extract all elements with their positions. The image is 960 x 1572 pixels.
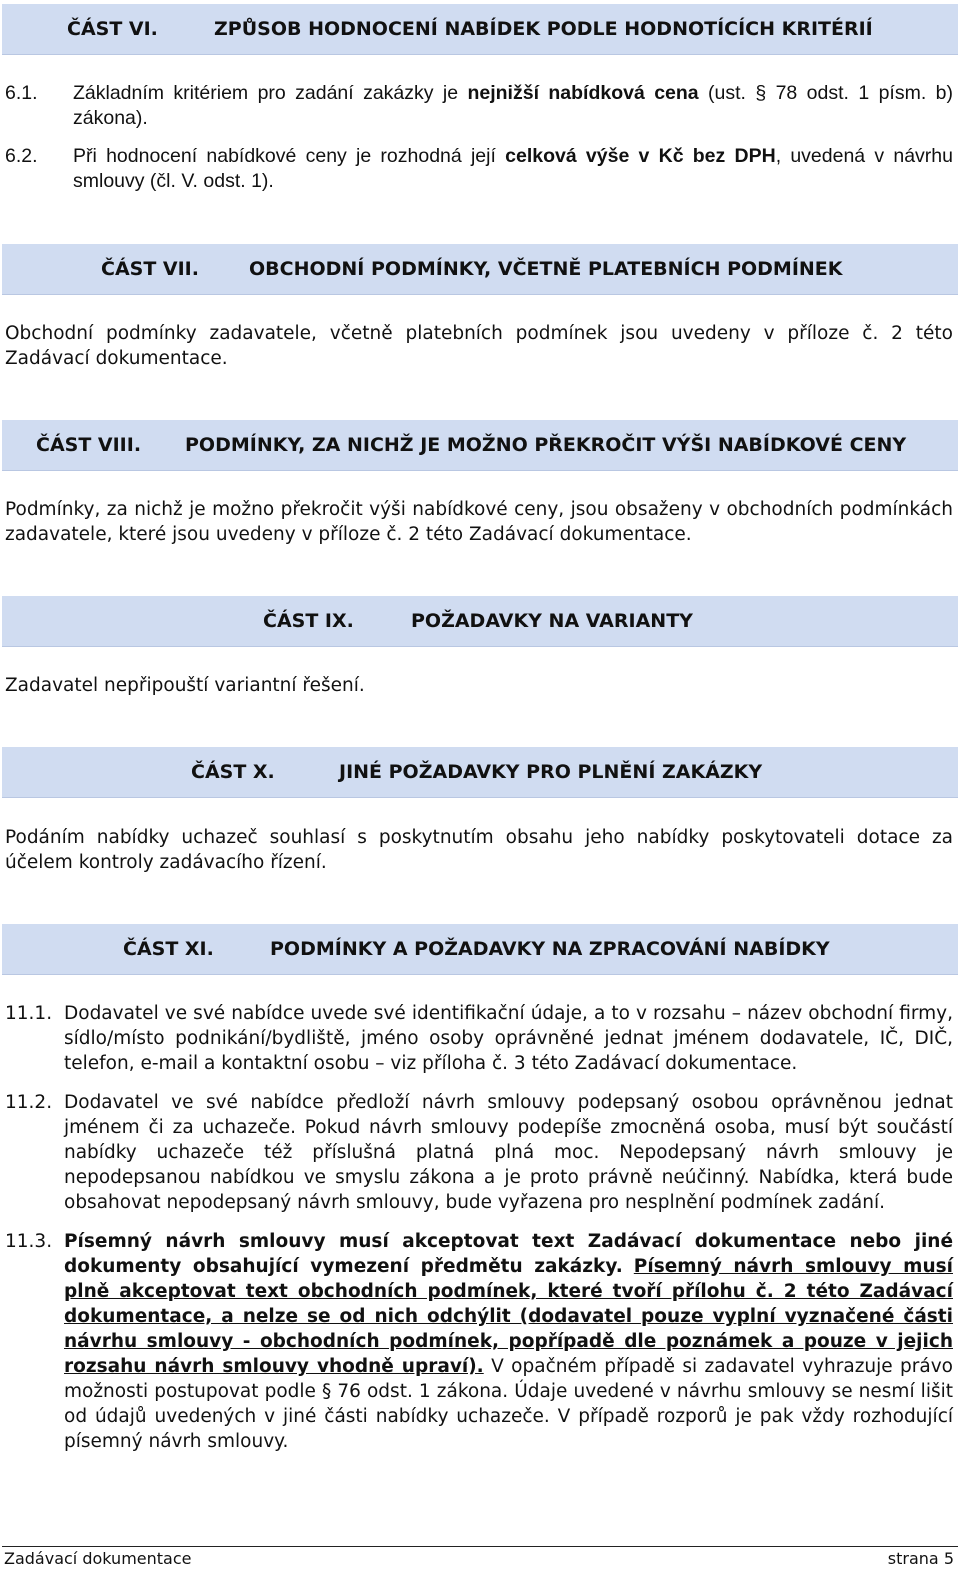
item-6-2-bold: celková výše v Kč bez DPH [505, 145, 776, 167]
section-10-number: ČÁST X. [191, 761, 275, 783]
footer-divider [2, 1546, 958, 1547]
item-6-2-text-a: Při hodnocení nabídkové ceny je rozhodná její [73, 145, 506, 167]
item-11-3-underlined: Písemný návrh smlouvy musí plně akceptovat text obchodních podmínek, které tvoří přílohu č. 2 této Zadávací dokumentace, a nelze se od nich odchýlit (dodavatel pouze vyplní vyznačené části návrhu smlouvy - obchodních podmínek, popřípadě dle poznámek a pouze v jejich rozsahu návrh smlouvy vhodně upraví). [64, 1256, 953, 1377]
section-9-paragraph: Zadavatel nepřipouští variantní řešení. [5, 675, 365, 696]
item-6-2-text-b: , uvedená v návrhu smlouvy (čl. V. odst. 1). [73, 145, 953, 192]
section-8-title: PODMÍNKY, ZA NICHŽ JE MOŽNO PŘEKROČIT VÝŠI NABÍDKOVÉ CENY [185, 434, 907, 456]
item-11-3-text [64, 1229, 953, 1454]
section-9-title: POŽADAVKY NA VARIANTY [411, 610, 693, 632]
item-11-1-number: 11.1. [5, 1003, 53, 1024]
item-11-2-text: Dodavatel ve své nabídce předloží návrh smlouvy podepsaný osobou oprávněnou jednat jménem či za uchazeče. Pokud návrh smlouvy podepíše zmocněná osoba, musí být součástí nabídky uchazeče též příslušná platná plná moc. Nepodepsaný návrh smlouvy je nepodepsanou nabídkou ve smyslu zákona a je proto právně neúčinný. Nabídka, která bude obsahovat nepodepsaný návrh smlouvy, bude vyřazena pro nesplnění podmínek zadání. [64, 1092, 953, 1213]
item-6-1-bold: nejnižší nabídková cena [467, 82, 699, 104]
item-6-1-text-b: (ust. § 78 odst. 1 písm. b) zákona). [73, 82, 953, 129]
item-11-1-text: Dodavatel ve své nabídce uvede své identifikační údaje, a to v rozsahu – název obchodní firmy, sídlo/místo podnikání/bydliště, jméno osoby oprávněné jednat jménem dodavatele, IČ, DIČ, telefon, e-mail a kontaktní osobu – viz příloha č. 3 této Zadávací dokumentace. [64, 1003, 953, 1074]
section-9-number: ČÁST IX. [263, 610, 354, 632]
item-6-2-number: 6.2. [5, 145, 38, 167]
section-11-number: ČÁST XI. [123, 938, 214, 960]
section-8-number: ČÁST VIII. [36, 434, 142, 456]
section-7-paragraph: Obchodní podmínky zadavatele, včetně platebních podmínek jsou uvedeny v příloze č. 2 této Zadávací dokumentace. [5, 323, 953, 369]
item-6-1-text-a: Základním kritériem pro zadání zakázky je [73, 82, 468, 104]
section-7-title: OBCHODNÍ PODMÍNKY, VČETNĚ PLATEBNÍCH PODMÍNEK [249, 258, 843, 280]
section-6-title: ZPŮSOB HODNOCENÍ NABÍDEK PODLE HODNOTÍCÍCH KRITÉRIÍ [214, 18, 873, 40]
section-10-header [2, 747, 958, 798]
section-11-title: PODMÍNKY A POŽADAVKY NA ZPRACOVÁNÍ NABÍDKY [270, 938, 830, 960]
item-11-3-rest: V opačném případě si zadavatel vyhrazuje právo možnosti postupovat podle § 76 odst. 1 zákona. Údaje uvedené v návrhu smlouvy se nesmí lišit od údajů uvedených v jiné části nabídky uchazeče. V případě rozporů je pak vždy rozhodující písemný návrh smlouvy. [64, 1356, 953, 1452]
section-8-header [2, 420, 958, 471]
footer-page-number: strana 5 [887, 1549, 954, 1568]
section-7-number: ČÁST VII. [101, 258, 199, 280]
section-8-paragraph: Podmínky, za nichž je možno překročit výši nabídkové ceny, jsou obsaženy v obchodních podmínkách zadavatele, které jsou uvedeny v příloze č. 2 této Zadávací dokumentace. [5, 499, 953, 545]
item-6-1-text [73, 81, 953, 131]
item-11-2-number: 11.2. [5, 1092, 53, 1113]
section-10-title: JINÉ POŽADAVKY PRO PLNĚNÍ ZAKÁZKY [339, 761, 763, 783]
item-6-1-number: 6.1. [5, 82, 38, 104]
section-10-paragraph: Podáním nabídky uchazeč souhlasí s poskytnutím obsahu jeho nabídky poskytovateli dotace za účelem kontroly zadávacího řízení. [5, 827, 953, 873]
section-7-header [2, 244, 958, 295]
section-6-number: ČÁST VI. [67, 18, 158, 40]
footer-doc-title: Zadávací dokumentace [4, 1549, 192, 1568]
section-6-header [2, 4, 958, 55]
item-11-3-bold: Písemný návrh smlouvy musí akceptovat text Zadávací dokumentace nebo jiné dokumenty obsahující vymezení předmětu zakázky. [64, 1231, 953, 1277]
section-11-header [2, 924, 958, 975]
section-9-header [2, 596, 958, 647]
item-6-2-text [73, 144, 953, 194]
item-11-3-number: 11.3. [5, 1231, 53, 1252]
